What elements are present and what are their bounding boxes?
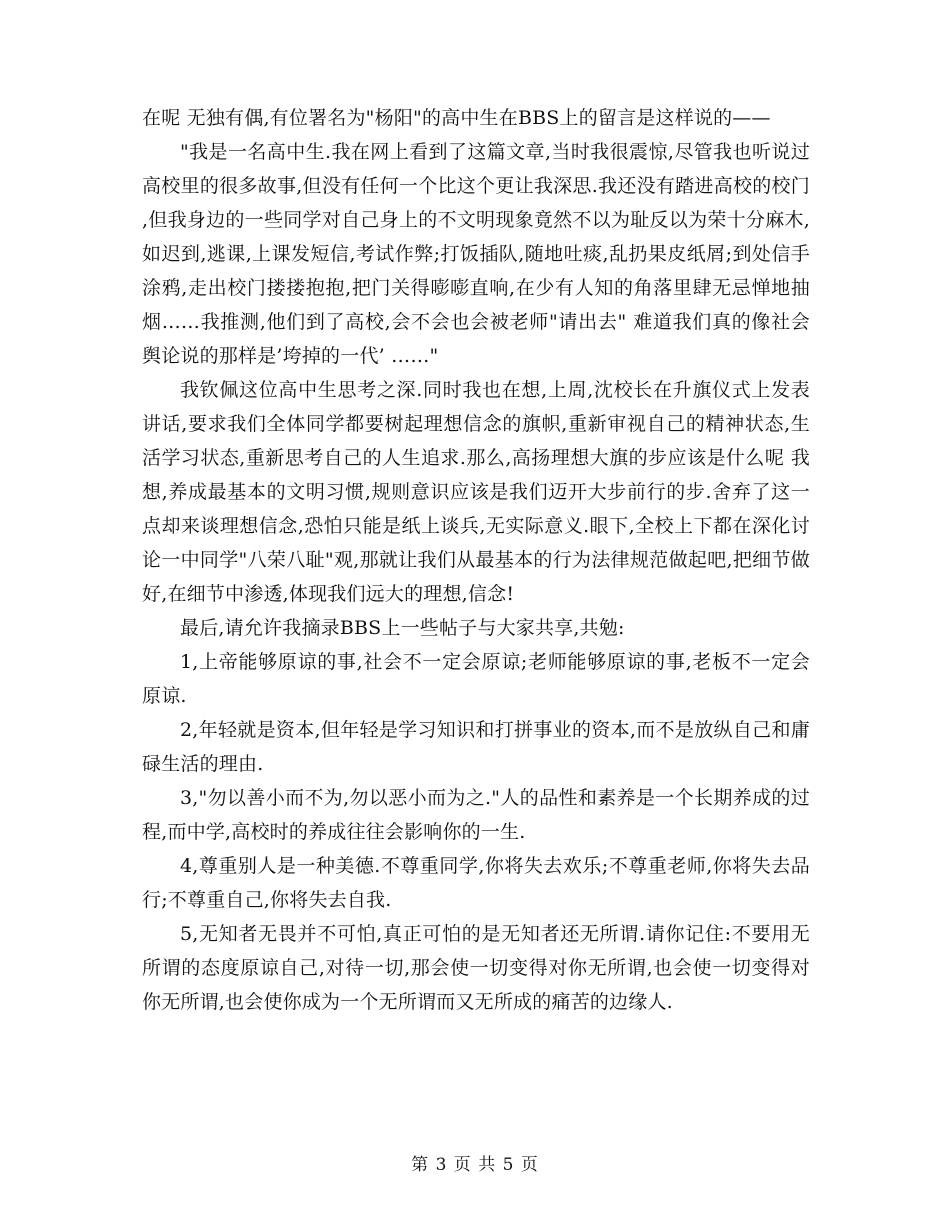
paragraph-intro: 在呢 无独有偶,有位署名为"杨阳"的高中生在BBS上的留言是这样说的—— (142, 107, 771, 129)
paragraph-quote: "我是一名高中生.我在网上看到了这篇文章,当时我很震惊,尽管我也听说过高校里的很多故事,但没有任何一个比这个更让我深思.我还没有踏进高校的校门,但我身边的一些同学对自己身上的不文明现象竟然不以为耻反以为荣十分麻木,如迟到,逃课,上课发短信,考试作弊;打饭插队,随地吐痰,乱扔果皮纸屑;到处信手涂鸦,走出校门搂搂抱抱,把门关得嘭嘭直响,在少有人知的角落里肆无忌惮地抽烟……我推测,他们到了高校,会不会也会被老师"请出去" 难道我们真的像社会舆论说的那样是’垮掉的一代’ ……" (142, 141, 810, 367)
list-item-3: 3,"勿以善小而不为,勿以恶小而为之."人的品性和素养是一个长期养成的过程,而中学,高校时的养成往往会影响你的一生. (142, 787, 810, 843)
document-body (142, 101, 810, 1019)
list-item-4: 4,尊重别人是一种美德.不尊重同学,你将失去欢乐;不尊重老师,你将失去品行;不尊重自己,你将失去自我. (142, 855, 810, 911)
list-item-2: 2,年轻就是资本,但年轻是学习知识和打拼事业的资本,而不是放纵自己和庸碌生活的理由. (142, 719, 810, 775)
page-number-footer: 第 3 页 共 5 页 (411, 1155, 539, 1175)
list-item-5: 5,无知者无畏并不可怕,真正可怕的是无知者还无所谓.请你记住:不要用无所谓的态度原谅自己,对待一切,那会使一切变得对你无所谓,也会使一切变得对你无所谓,也会使你成为一个无所谓而又无所成的痛苦的边缘人. (142, 923, 810, 1013)
list-item-1: 1,上帝能够原谅的事,社会不一定会原谅;老师能够原谅的事,老板不一定会原谅. (142, 651, 810, 707)
paragraph-reflection: 我钦佩这位高中生思考之深.同时我也在想,上周,沈校长在升旗仪式上发表讲话,要求我们全体同学都要树起理想信念的旗帜,重新审视自己的精神状态,生活学习状态,重新思考自己的人生追求.那么,高扬理想大旗的步应该是什么呢 我想,养成最基本的文明习惯,规则意识应该是我们迈开大步前行的步.舍弃了这一点却来谈理想信念,恐怕只能是纸上谈兵,无实际意义.眼下,全校上下都在深化讨论一中同学"八荣八耻"观,那就让我们从最基本的行为法律规范做起吧,把细节做好,在细节中渗透,体现我们远大的理想,信念! (142, 379, 810, 605)
paragraph-excerpt-intro: 最后,请允许我摘录BBS上一些帖子与大家共享,共勉: (180, 617, 625, 639)
